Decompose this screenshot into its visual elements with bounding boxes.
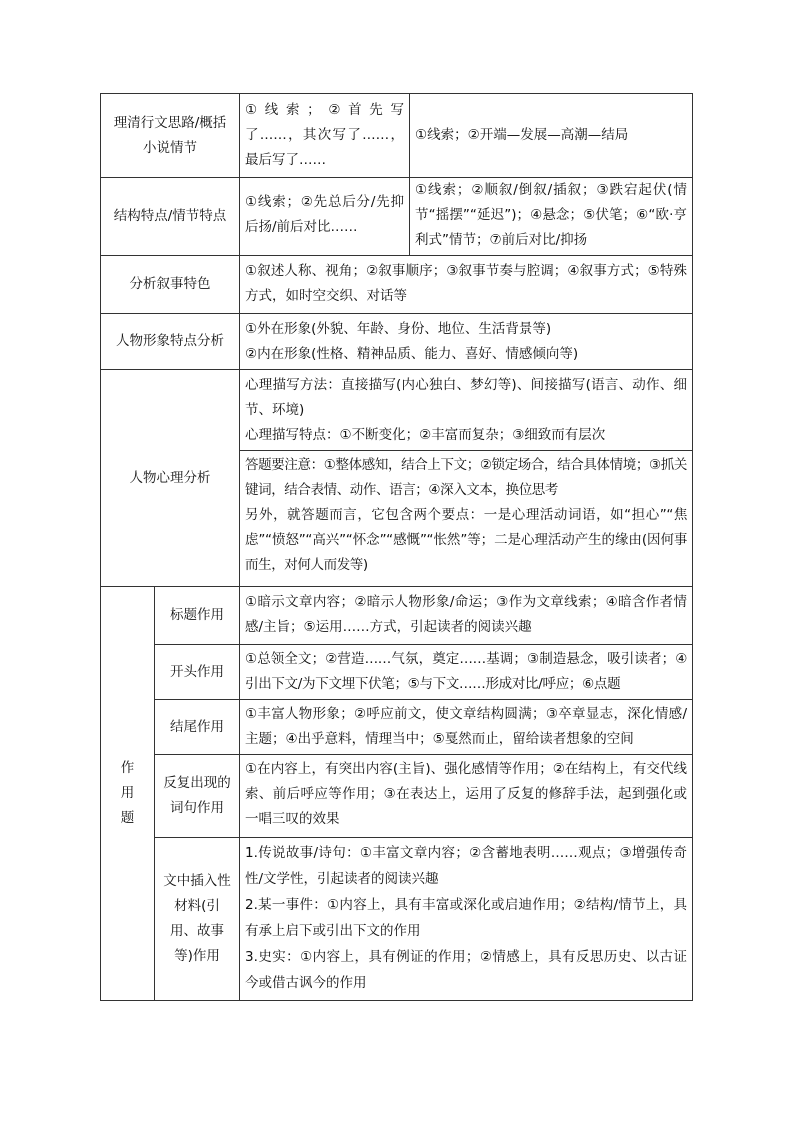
sub-content-repetition: ①在内容上，有突出内容(主旨)、强化感情等作用；②在结构上，有交代线索、前后呼应等作用；③在表达上，运用了反复的修辞手法，起到强化或一唱三叹的效果 <box>239 754 693 838</box>
row-content-narrative: ①叙述人称、视角；②叙事顺序；③叙事节奏与腔调；④叙事方式；⑤特殊方式，如时空交织、对话等 <box>239 255 693 314</box>
sub-content-opening: ①总领全文；②营造……气氛，奠定……基调；③制造悬念，吸引读者；④引出下文/为下文埋下伏笔；⑤与下文……形成对比/呼应；⑥点题 <box>239 644 693 700</box>
psychology-features-line: 心理描写特点：①不断变化；②丰富而复杂；③细致而有层次 <box>245 427 606 443</box>
psychology-methods-line: 心理描写方法：直接描写(内心独白、梦幻等)、间接描写(语言、动作、细节、环境) <box>245 377 687 418</box>
sub-label-title: 标题作用 <box>154 586 240 645</box>
sub-label-repetition: 反复出现的词句作用 <box>154 754 240 838</box>
row-content-structure-b: ①线索；②顺叙/倒叙/插叙；③跌宕起伏(情节“摇摆”“延迟”)；④悬念；⑤伏笔；⑥“欧·亨利式”情节；⑦前后对比/抑扬 <box>409 177 693 256</box>
sub-content-ending: ①丰富人物形象；②呼应前文，使文章结构圆满；③卒章显志，深化情感/主题；④出乎意料，情理当中；⑤戛然而止，留给读者想象的空间 <box>239 699 693 755</box>
sub-label-ending: 结尾作用 <box>154 699 240 755</box>
inserted-material-legend: 1.传说故事/诗句：①丰富文章内容；②含蓄地表明……观点；③增强传奇性/文学性，引起读者的阅读兴趣 <box>245 845 687 887</box>
row-content-structure-a: ①线索；②先总后分/先抑后扬/前后对比…… <box>239 177 410 256</box>
group-label-text <box>121 756 135 831</box>
row-label-plot-summary: 理清行文思路/概括小说情节 <box>100 93 240 178</box>
row-content-plot-summary-a: ①线索；②首先写了……，其次写了……，最后写了…… <box>239 93 410 178</box>
group-label-char: 题 <box>120 810 135 826</box>
row-label-narrative: 分析叙事特色 <box>100 255 240 314</box>
row-content-character-image <box>239 313 693 370</box>
row-content-plot-summary-b: ①线索；②开端—发展—高潮—结局 <box>409 93 693 178</box>
group-label-char: 作 <box>120 760 135 776</box>
psychology-answer-tips: 答题要注意：①整体感知，结合上下文；②锁定场合，结合具体情境；③抓关键词，结合表情、动作、语言；④深入文本，换位思考 <box>245 457 687 498</box>
sub-content-title: ①暗示文章内容；②暗示人物形象/命运；③作为文章线索；④暗含作者情感/主旨；⑤运用……方式，引起读者的阅读兴趣 <box>239 586 693 645</box>
row-content-psychology-methods <box>239 369 693 451</box>
row-label-character-image: 人物形象特点分析 <box>100 313 240 370</box>
group-label-char: 用 <box>120 785 135 801</box>
group-label-function-questions <box>100 586 155 1001</box>
row-content-psychology-answer <box>239 450 693 587</box>
sub-label-opening: 开头作用 <box>154 644 240 700</box>
character-outer-line: ①外在形象(外貌、年龄、身份、地位、生活背景等) <box>245 321 552 337</box>
row-label-structure: 结构特点/情节特点 <box>100 177 240 256</box>
sub-content-inserted-material <box>239 837 693 1001</box>
psychology-answer-extra: 另外，就答题而言，它包含两个要点：一是心理活动词语，如“担心”“焦虑”“愤怒”“高兴”“怀念”“感慨”“怅然”等；二是心理活动产生的缘由(因何事而生，对何人而发等) <box>245 507 687 573</box>
character-inner-line: ②内在形象(性格、精神品质、能力、喜好、情感倾向等) <box>245 346 579 362</box>
inserted-material-event: 2.某一事件：①内容上，具有丰富或深化或启迪作用；②结构/情节上，具有承上启下或引出下文的作用 <box>245 897 687 939</box>
inserted-material-history: 3.史实：①内容上，具有例证的作用；②情感上，具有反思历史、以古证今或借古讽今的作用 <box>245 949 687 991</box>
row-label-psychology: 人物心理分析 <box>100 369 240 587</box>
sub-label-inserted-material: 文中插入性材料(引用、故事等)作用 <box>154 837 240 1001</box>
